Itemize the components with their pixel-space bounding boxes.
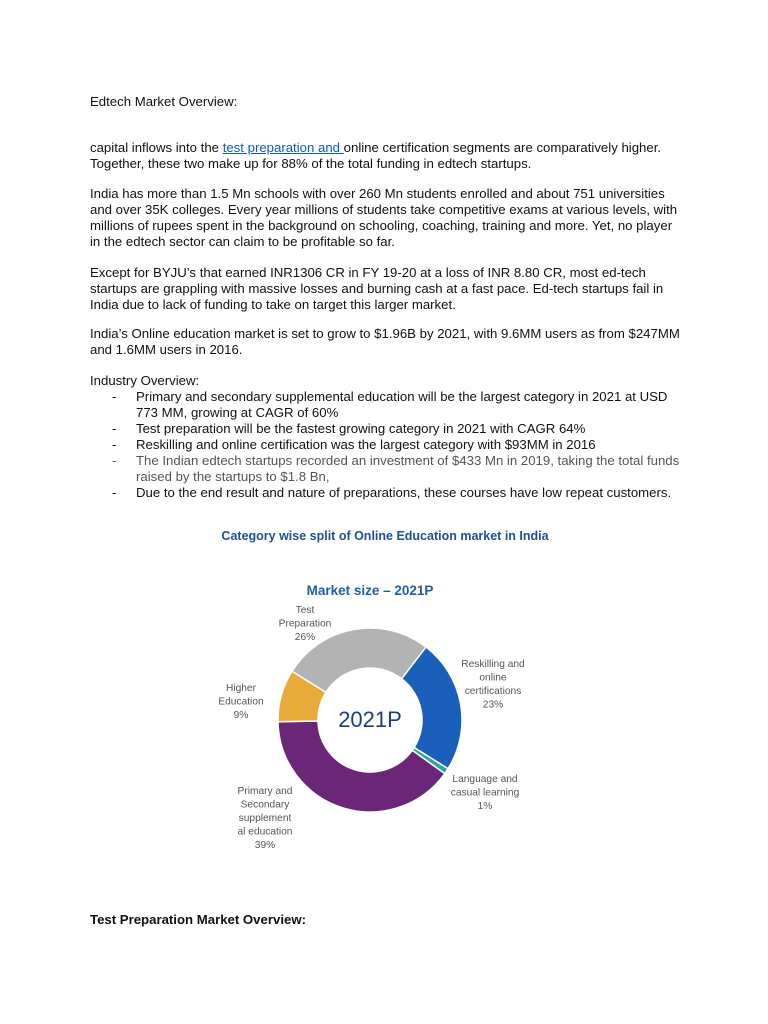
bullet-dash: -: [112, 453, 117, 468]
slice-label-primary: al education: [237, 826, 293, 838]
paragraph-schools: India has more than 1.5 Mn schools with over 260 Mn students enrolled and about 751 universities and over 35K colleges. Every year millions of students take competitive exams at various levels, with millions of rupees spent in the background on schooling, coaching, training and more. Yet, no player in the edtech sector can claim to be profitable so far.: [90, 186, 678, 249]
bullet-item: [90, 453, 680, 485]
slice-label-primary: supplement: [238, 813, 292, 824]
funding-text-after: online certification segments are comparatively higher. Together, these two make up for 88% of the total funding in edtech startups.: [90, 140, 662, 171]
slice-label-reskilling: online: [479, 672, 507, 684]
chart-center-label: 2021P: [338, 707, 402, 732]
slice-label-reskilling: 23%: [482, 699, 504, 711]
bullet-dash: -: [112, 485, 117, 500]
slice-label-language: casual learning: [450, 787, 520, 799]
slice-label-test-prep: Test: [295, 605, 315, 616]
donut-chart: [200, 575, 560, 865]
paragraph-funding: [90, 140, 680, 172]
test-preparation-link[interactable]: test preparation and: [222, 140, 344, 155]
slice-label-test-prep: 26%: [294, 632, 316, 643]
slice-label-reskilling: certifications: [464, 686, 522, 697]
bullet-item: [90, 437, 680, 453]
bullet-dash: -: [112, 389, 117, 404]
bullet-text: Test preparation will be the fastest growing category in 2021 with CAGR 64%: [136, 421, 586, 436]
section-heading-test-prep: Test Preparation Market Overview:: [90, 912, 306, 927]
slice-label-language: Language and: [452, 774, 518, 785]
bullet-dash: -: [112, 421, 117, 436]
slice-label-higher: Education: [218, 696, 264, 708]
paragraph-market-growth: India’s Online education market is set to grow to $1.96B by 2021, with 9.6MM users as from $247MM and 1.6MM users in 2016.: [90, 326, 680, 357]
slice-label-reskilling: Reskilling and: [461, 659, 525, 670]
slice-label-higher: 9%: [233, 710, 249, 721]
slice-label-primary: 39%: [254, 840, 276, 851]
bullet-item: [90, 485, 680, 501]
bullet-text: Primary and secondary supplemental education will be the largest category in 2021 at USD 773 MM, growing at CAGR of 60%: [136, 389, 668, 420]
bullet-item: [90, 389, 680, 421]
slice-label-higher: Higher: [225, 683, 257, 694]
bullet-item: [90, 421, 680, 437]
bullet-text: The Indian edtech startups recorded an investment of $433 Mn in 2019, taking the total funds raised by the startups to $1.8 Bn,: [136, 453, 680, 484]
slice-label-primary: Secondary: [240, 799, 290, 811]
slice-label-test-prep: Preparation: [278, 618, 332, 630]
slice-label-primary: Primary and: [237, 786, 293, 797]
slice-label-language: 1%: [477, 801, 493, 812]
industry-bullet-list: [90, 389, 680, 501]
bullet-text: Reskilling and online certification was the largest category with $93MM in 2016: [136, 437, 596, 452]
page-heading: Edtech Market Overview:: [90, 94, 238, 109]
chart-caption: Category wise split of Online Education market in India: [221, 529, 549, 543]
chart-title: Market size – 2021P: [306, 583, 434, 598]
bullet-text: Due to the end result and nature of preparations, these courses have low repeat customers.: [136, 485, 672, 500]
funding-text-before: capital inflows into the: [90, 140, 223, 155]
industry-overview-title: Industry Overview:: [90, 373, 200, 388]
paragraph-byjus: Except for BYJU’s that earned INR1306 CR in FY 19-20 at a loss of INR 8.80 CR, most ed-tech startups are grappling with massive losses and burning cash at a fast pace. Ed-tech startups fail in India due to lack of funding to take on target this larger market.: [90, 265, 664, 312]
bullet-dash: -: [112, 437, 117, 452]
